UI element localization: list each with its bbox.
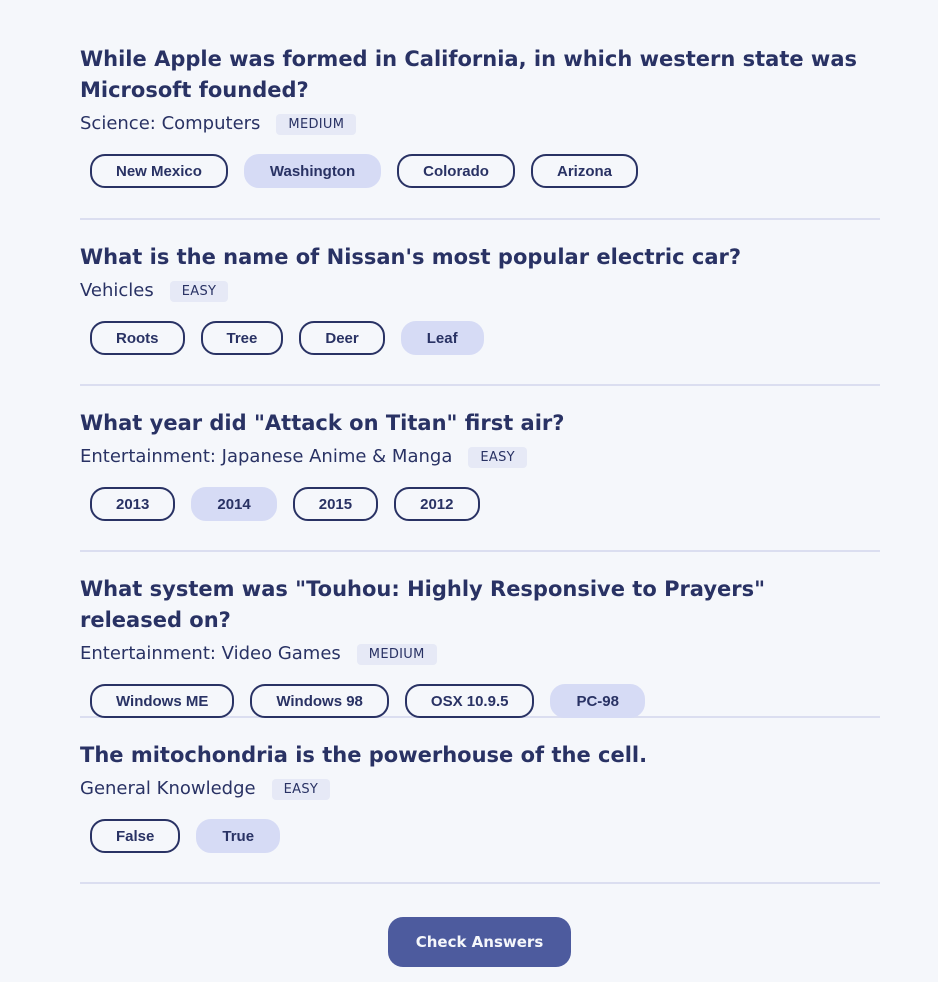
question-block bbox=[80, 552, 880, 718]
question-meta bbox=[80, 279, 880, 303]
question-text: What year did "Attack on Titan" first air? bbox=[80, 411, 565, 435]
answer-options bbox=[90, 321, 880, 355]
answer-option[interactable]: Arizona bbox=[531, 154, 638, 188]
answer-option[interactable]: False bbox=[90, 819, 180, 853]
answer-option[interactable]: True bbox=[196, 819, 280, 853]
category-label: Science: Computers bbox=[80, 113, 261, 134]
quiz-list bbox=[80, 44, 880, 884]
category-label: Entertainment: Japanese Anime & Manga bbox=[80, 446, 453, 467]
category-label: General Knowledge bbox=[80, 778, 256, 799]
question-block bbox=[80, 44, 880, 220]
difficulty-badge: EASY bbox=[272, 779, 331, 800]
answer-option[interactable]: Windows ME bbox=[90, 684, 234, 718]
question-block bbox=[80, 386, 880, 552]
answer-options bbox=[90, 154, 880, 188]
question-text: What is the name of Nissan's most popular electric car? bbox=[80, 245, 742, 269]
answer-options bbox=[90, 684, 880, 718]
question-block bbox=[80, 220, 880, 386]
answer-option[interactable]: Tree bbox=[201, 321, 284, 355]
category-label: Vehicles bbox=[80, 280, 154, 301]
question-meta bbox=[80, 445, 880, 469]
answer-option[interactable]: Roots bbox=[90, 321, 185, 355]
difficulty-badge: MEDIUM bbox=[357, 644, 437, 665]
answer-option[interactable]: Colorado bbox=[397, 154, 515, 188]
answer-option[interactable]: Washington bbox=[244, 154, 381, 188]
question-text: What system was "Touhou: Highly Responsive to Prayers" released on? bbox=[80, 577, 766, 632]
answer-option[interactable]: OSX 10.9.5 bbox=[405, 684, 535, 718]
answer-options bbox=[90, 819, 880, 853]
difficulty-badge: EASY bbox=[468, 447, 527, 468]
answer-option[interactable]: New Mexico bbox=[90, 154, 228, 188]
answer-option[interactable]: 2015 bbox=[293, 487, 378, 521]
category-label: Entertainment: Video Games bbox=[80, 643, 341, 664]
answer-options bbox=[90, 487, 880, 521]
question-text: While Apple was formed in California, in which western state was Microsoft founded? bbox=[80, 47, 857, 102]
question-meta bbox=[80, 112, 880, 136]
question-meta bbox=[80, 777, 880, 801]
answer-option[interactable]: Deer bbox=[299, 321, 384, 355]
answer-option[interactable]: 2013 bbox=[90, 487, 175, 521]
question-meta bbox=[80, 642, 880, 666]
difficulty-badge: MEDIUM bbox=[276, 114, 356, 135]
difficulty-badge: EASY bbox=[170, 281, 229, 302]
question-block bbox=[80, 718, 880, 884]
answer-option[interactable]: PC-98 bbox=[550, 684, 645, 718]
answer-option[interactable]: 2014 bbox=[191, 487, 276, 521]
answer-option[interactable]: Leaf bbox=[401, 321, 484, 355]
answer-option[interactable]: Windows 98 bbox=[250, 684, 389, 718]
check-answers-button[interactable]: Check Answers bbox=[388, 917, 571, 967]
question-text: The mitochondria is the powerhouse of the cell. bbox=[80, 743, 648, 767]
answer-option[interactable]: 2012 bbox=[394, 487, 479, 521]
